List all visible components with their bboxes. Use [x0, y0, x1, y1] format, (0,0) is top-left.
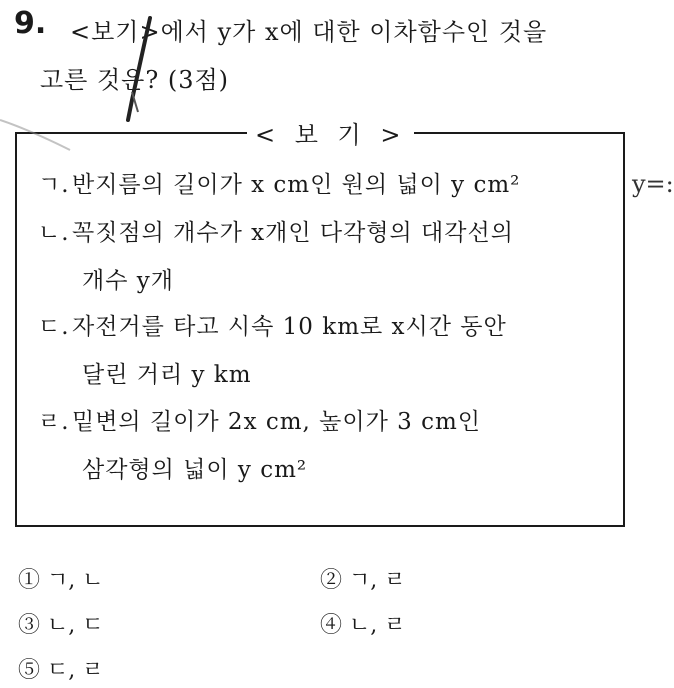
choice-1[interactable]: ① ㄱ, ㄴ	[18, 568, 104, 593]
example-item-4	[38, 403, 481, 436]
question-text-line1: <보기>에서 y가 x에 대한 이차함수인 것을	[70, 18, 548, 46]
choice-2[interactable]: ② ㄱ, ㄹ	[320, 568, 406, 593]
example-item-4-continued: 삼각형의 넓이 y cm²	[82, 457, 308, 483]
question-number: 9.	[14, 6, 47, 41]
example-item-3	[38, 308, 507, 341]
choice-3[interactable]: ③ ㄴ, ㄷ	[18, 613, 104, 638]
item-mark: ㄴ.	[38, 220, 70, 246]
handwritten-margin-note: y=:	[632, 170, 674, 198]
item-text: 자전거를 타고 시속 10 km로 x시간 동안	[72, 314, 507, 340]
item-text: 반지름의 길이가 x cm인 원의 넓이 y cm²	[72, 172, 521, 198]
question-text-line2: 고른 것은? (3점)	[40, 66, 230, 94]
example-box-title: < 보 기 >	[247, 115, 414, 150]
item-mark: ㄷ.	[38, 314, 70, 340]
choice-5[interactable]: ⑤ ㄷ, ㄹ	[18, 658, 104, 683]
item-text: 밑변의 길이가 2x cm, 높이가 3 cm인	[72, 409, 481, 435]
item-mark: ㄹ.	[38, 409, 70, 435]
example-item-3-continued: 달린 거리 y km	[82, 362, 252, 388]
choice-4[interactable]: ④ ㄴ, ㄹ	[320, 613, 406, 638]
example-item-2	[38, 214, 514, 247]
item-mark: ㄱ.	[38, 172, 70, 198]
example-item-1	[38, 166, 520, 199]
item-text: 꼭짓점의 개수가 x개인 다각형의 대각선의	[72, 220, 514, 246]
example-item-2-continued: 개수 y개	[82, 268, 174, 294]
